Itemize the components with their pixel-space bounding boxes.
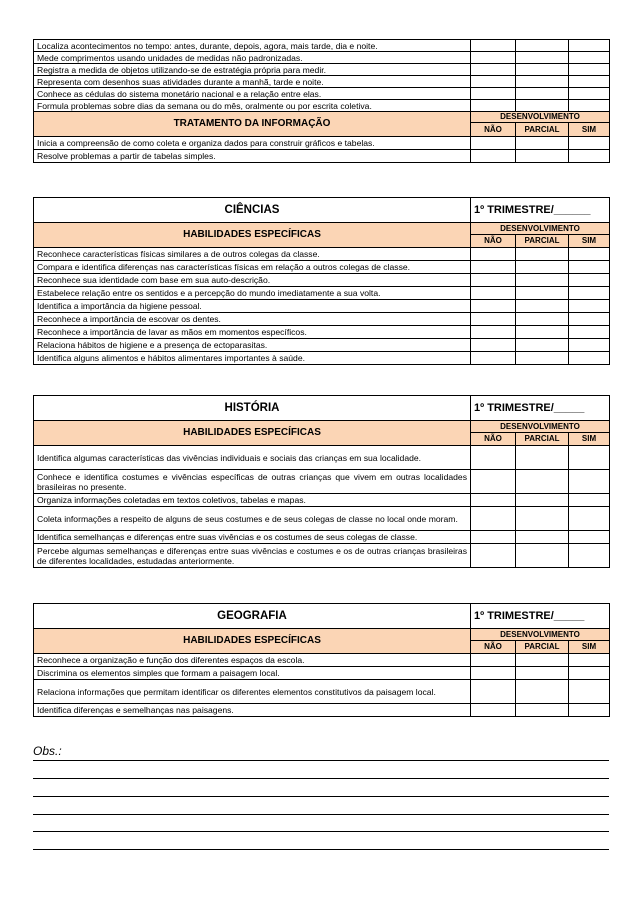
sim-checkbox-cell[interactable] xyxy=(569,100,610,112)
sim-checkbox-cell[interactable] xyxy=(569,64,610,76)
skill-text: Reconhece a importância de lavar as mãos em momentos específicos. xyxy=(34,326,471,339)
habilidades-header: HABILIDADES ESPECÍFICAS xyxy=(34,223,471,248)
skill-text: Reconhece a organização e função dos diferentes espaços da escola. xyxy=(34,654,471,667)
obs-writing-line[interactable] xyxy=(33,814,609,815)
table-row xyxy=(34,704,610,717)
parcial-checkbox-cell[interactable] xyxy=(516,261,569,274)
nao-header: NÃO xyxy=(471,123,516,137)
sim-checkbox-cell[interactable] xyxy=(569,88,610,100)
table-row xyxy=(34,531,610,544)
table-row xyxy=(34,507,610,531)
table-row xyxy=(34,470,610,494)
parcial-checkbox-cell[interactable] xyxy=(516,654,569,667)
nao-checkbox-cell[interactable] xyxy=(471,704,516,717)
subject-title-row xyxy=(34,396,610,421)
table-row xyxy=(34,100,610,112)
table-row xyxy=(34,352,610,365)
skill-text: Reconhece a importância de escovar os dentes. xyxy=(34,313,471,326)
skill-text: Localiza acontecimentos no tempo: antes, durante, depois, agora, mais tarde, dia e noite. xyxy=(34,40,471,52)
sim-checkbox-cell[interactable] xyxy=(569,274,610,287)
nao-header: NÃO xyxy=(471,641,516,654)
skill-text: Mede comprimentos usando unidades de medidas não padronizadas. xyxy=(34,52,471,64)
table-row xyxy=(34,326,610,339)
parcial-header: PARCIAL xyxy=(516,123,569,137)
sim-header: SIM xyxy=(569,641,610,654)
skill-text: Estabelece relação entre os sentidos e a percepção do mundo imediatamente a sua volta. xyxy=(34,287,471,300)
sim-checkbox-cell[interactable] xyxy=(569,494,610,507)
sim-header: SIM xyxy=(569,123,610,137)
nao-checkbox-cell[interactable] xyxy=(471,680,516,704)
skill-text: Conhece e identifica costumes e vivências específicas de outras crianças que vivem em outras localidades brasileiras no presente. xyxy=(34,470,471,494)
nao-checkbox-cell[interactable] xyxy=(471,64,516,76)
table-row xyxy=(34,287,610,300)
table-row xyxy=(34,261,610,274)
sim-checkbox-cell[interactable] xyxy=(569,544,610,568)
geografia-table xyxy=(33,603,610,717)
table-row xyxy=(34,64,610,76)
parcial-checkbox-cell[interactable] xyxy=(516,137,569,150)
skill-text: Discrimina os elementos simples que formam a paisagem local. xyxy=(34,667,471,680)
skill-text: Registra a medida de objetos utilizando-se de estratégia própria para medir. xyxy=(34,64,471,76)
parcial-checkbox-cell[interactable] xyxy=(516,470,569,494)
nao-checkbox-cell[interactable] xyxy=(471,667,516,680)
section-header-row xyxy=(34,223,610,235)
parcial-checkbox-cell[interactable] xyxy=(516,287,569,300)
nao-checkbox-cell[interactable] xyxy=(471,150,516,163)
nao-checkbox-cell[interactable] xyxy=(471,654,516,667)
sim-checkbox-cell[interactable] xyxy=(569,654,610,667)
skill-text: Representa com desenhos suas atividades durante a manhã, tarde e noite. xyxy=(34,76,471,88)
parcial-checkbox-cell[interactable] xyxy=(516,300,569,313)
parcial-checkbox-cell[interactable] xyxy=(516,52,569,64)
nao-checkbox-cell[interactable] xyxy=(471,494,516,507)
skill-text: Reconhece características físicas similares a de outros colegas da classe. xyxy=(34,248,471,261)
desenvolvimento-header: DESENVOLVIMENTO xyxy=(471,112,610,123)
parcial-checkbox-cell[interactable] xyxy=(516,339,569,352)
parcial-checkbox-cell[interactable] xyxy=(516,352,569,365)
nao-checkbox-cell[interactable] xyxy=(471,40,516,52)
skill-text: Relaciona hábitos de higiene e a presença de ectoparasitas. xyxy=(34,339,471,352)
sim-checkbox-cell[interactable] xyxy=(569,680,610,704)
parcial-checkbox-cell[interactable] xyxy=(516,531,569,544)
parcial-checkbox-cell[interactable] xyxy=(516,446,569,470)
nao-checkbox-cell[interactable] xyxy=(471,248,516,261)
nao-checkbox-cell[interactable] xyxy=(471,76,516,88)
matematica-continuation-table xyxy=(33,39,610,163)
skill-text: Percebe algumas semelhanças e diferenças entre suas vivências e costumes e os de outras crianças brasileiras de diferentes localidades, estudadas anteriormente. xyxy=(34,544,471,568)
parcial-checkbox-cell[interactable] xyxy=(516,544,569,568)
skill-text: Resolve problemas a partir de tabelas simples. xyxy=(34,150,471,163)
trimestre-label: 1º TRIMESTRE/_____ xyxy=(471,396,610,421)
skill-text: Organiza informações coletadas em textos coletivos, tabelas e mapas. xyxy=(34,494,471,507)
table-row xyxy=(34,494,610,507)
parcial-checkbox-cell[interactable] xyxy=(516,313,569,326)
skill-text: Identifica alguns alimentos e hábitos alimentares importantes à saúde. xyxy=(34,352,471,365)
skill-text: Conhece as cédulas do sistema monetário nacional e a relação entre elas. xyxy=(34,88,471,100)
sim-checkbox-cell[interactable] xyxy=(569,76,610,88)
nao-checkbox-cell[interactable] xyxy=(471,339,516,352)
sim-checkbox-cell[interactable] xyxy=(569,507,610,531)
subject-title: CIÊNCIAS xyxy=(34,198,471,223)
table-row xyxy=(34,274,610,287)
nao-header: NÃO xyxy=(471,433,516,446)
parcial-checkbox-cell[interactable] xyxy=(516,76,569,88)
section-title: TRATAMENTO DA INFORMAÇÃO xyxy=(34,112,471,137)
nao-checkbox-cell[interactable] xyxy=(471,531,516,544)
nao-checkbox-cell[interactable] xyxy=(471,274,516,287)
sim-checkbox-cell[interactable] xyxy=(569,300,610,313)
skill-text: Inicia a compreensão de como coleta e organiza dados para construir gráficos e tabelas. xyxy=(34,137,471,150)
parcial-checkbox-cell[interactable] xyxy=(516,40,569,52)
nao-header: NÃO xyxy=(471,235,516,248)
sim-checkbox-cell[interactable] xyxy=(569,352,610,365)
obs-writing-line[interactable] xyxy=(33,849,609,850)
parcial-checkbox-cell[interactable] xyxy=(516,507,569,531)
parcial-checkbox-cell[interactable] xyxy=(516,494,569,507)
sim-checkbox-cell[interactable] xyxy=(569,446,610,470)
parcial-checkbox-cell[interactable] xyxy=(516,680,569,704)
nao-checkbox-cell[interactable] xyxy=(471,261,516,274)
table-row xyxy=(34,667,610,680)
section-header-row xyxy=(34,629,610,641)
table-row xyxy=(34,680,610,704)
table-row xyxy=(34,300,610,313)
subject-title: HISTÓRIA xyxy=(34,396,471,421)
skill-text: Relaciona informações que permitam identificar os diferentes elementos constitutivos da paisagem local. xyxy=(34,680,471,704)
parcial-checkbox-cell[interactable] xyxy=(516,667,569,680)
habilidades-header: HABILIDADES ESPECÍFICAS xyxy=(34,629,471,654)
nao-checkbox-cell[interactable] xyxy=(471,100,516,112)
desenvolvimento-header: DESENVOLVIMENTO xyxy=(471,629,610,641)
sim-checkbox-cell[interactable] xyxy=(569,261,610,274)
parcial-checkbox-cell[interactable] xyxy=(516,88,569,100)
desenvolvimento-header: DESENVOLVIMENTO xyxy=(471,421,610,433)
table-row xyxy=(34,313,610,326)
table-row xyxy=(34,52,610,64)
sim-checkbox-cell[interactable] xyxy=(569,248,610,261)
trimestre-label: 1º TRIMESTRE/_____ xyxy=(471,604,610,629)
parcial-header: PARCIAL xyxy=(516,641,569,654)
sim-checkbox-cell[interactable] xyxy=(569,667,610,680)
parcial-checkbox-cell[interactable] xyxy=(516,326,569,339)
sim-checkbox-cell[interactable] xyxy=(569,313,610,326)
parcial-checkbox-cell[interactable] xyxy=(516,64,569,76)
desenvolvimento-header: DESENVOLVIMENTO xyxy=(471,223,610,235)
sim-checkbox-cell[interactable] xyxy=(569,52,610,64)
skill-text: Reconhece sua identidade com base em sua auto-descrição. xyxy=(34,274,471,287)
parcial-header: PARCIAL xyxy=(516,235,569,248)
nao-checkbox-cell[interactable] xyxy=(471,137,516,150)
nao-checkbox-cell[interactable] xyxy=(471,470,516,494)
habilidades-header: HABILIDADES ESPECÍFICAS xyxy=(34,421,471,446)
sim-header: SIM xyxy=(569,433,610,446)
table-row xyxy=(34,137,610,150)
trimestre-label: 1º TRIMESTRE/______ xyxy=(471,198,610,223)
skill-text: Compara e identifica diferenças nas características físicas em relação a outros colegas de classe. xyxy=(34,261,471,274)
obs-writing-line[interactable] xyxy=(33,760,609,761)
nao-checkbox-cell[interactable] xyxy=(471,313,516,326)
section-header-row xyxy=(34,421,610,433)
parcial-checkbox-cell[interactable] xyxy=(516,100,569,112)
nao-checkbox-cell[interactable] xyxy=(471,507,516,531)
obs-writing-line[interactable] xyxy=(33,796,609,797)
parcial-header: PARCIAL xyxy=(516,433,569,446)
table-row xyxy=(34,248,610,261)
nao-checkbox-cell[interactable] xyxy=(471,326,516,339)
nao-checkbox-cell[interactable] xyxy=(471,287,516,300)
table-row xyxy=(34,40,610,52)
nao-checkbox-cell[interactable] xyxy=(471,88,516,100)
skill-text: Identifica diferenças e semelhanças nas paisagens. xyxy=(34,704,471,717)
nao-checkbox-cell[interactable] xyxy=(471,446,516,470)
sim-checkbox-cell[interactable] xyxy=(569,531,610,544)
subject-title-row xyxy=(34,198,610,223)
skill-text: Identifica semelhanças e diferenças entre suas vivências e os costumes de seus colegas de classe. xyxy=(34,531,471,544)
nao-checkbox-cell[interactable] xyxy=(471,300,516,313)
sim-checkbox-cell[interactable] xyxy=(569,137,610,150)
nao-checkbox-cell[interactable] xyxy=(471,352,516,365)
table-row xyxy=(34,150,610,163)
ciencias-table xyxy=(33,197,610,365)
sim-checkbox-cell[interactable] xyxy=(569,326,610,339)
table-row xyxy=(34,654,610,667)
parcial-checkbox-cell[interactable] xyxy=(516,248,569,261)
nao-checkbox-cell[interactable] xyxy=(471,52,516,64)
obs-writing-line[interactable] xyxy=(33,831,609,832)
parcial-checkbox-cell[interactable] xyxy=(516,150,569,163)
subject-title-row xyxy=(34,604,610,629)
sim-checkbox-cell[interactable] xyxy=(569,150,610,163)
skill-text: Identifica a importância da higiene pessoal. xyxy=(34,300,471,313)
table-row xyxy=(34,544,610,568)
nao-checkbox-cell[interactable] xyxy=(471,544,516,568)
skill-text: Formula problemas sobre dias da semana ou do mês, oralmente ou por escrita coletiva. xyxy=(34,100,471,112)
sim-checkbox-cell[interactable] xyxy=(569,339,610,352)
table-row xyxy=(34,88,610,100)
obs-writing-line[interactable] xyxy=(33,778,609,779)
table-row xyxy=(34,446,610,470)
parcial-checkbox-cell[interactable] xyxy=(516,274,569,287)
sim-checkbox-cell[interactable] xyxy=(569,287,610,300)
sim-header: SIM xyxy=(569,235,610,248)
parcial-checkbox-cell[interactable] xyxy=(516,704,569,717)
table-row xyxy=(34,76,610,88)
historia-table xyxy=(33,395,610,568)
subject-title: GEOGRAFIA xyxy=(34,604,471,629)
obs-label: Obs.: xyxy=(33,744,62,758)
sim-checkbox-cell[interactable] xyxy=(569,704,610,717)
sim-checkbox-cell[interactable] xyxy=(569,40,610,52)
skill-text: Identifica algumas características das vivências individuais e sociais das crianças em sua localidade. xyxy=(34,446,471,470)
skill-text: Coleta informações a respeito de alguns de seus costumes e de seus colegas de classe no local onde moram. xyxy=(34,507,471,531)
section-header-row xyxy=(34,112,610,123)
table-row xyxy=(34,339,610,352)
sim-checkbox-cell[interactable] xyxy=(569,470,610,494)
